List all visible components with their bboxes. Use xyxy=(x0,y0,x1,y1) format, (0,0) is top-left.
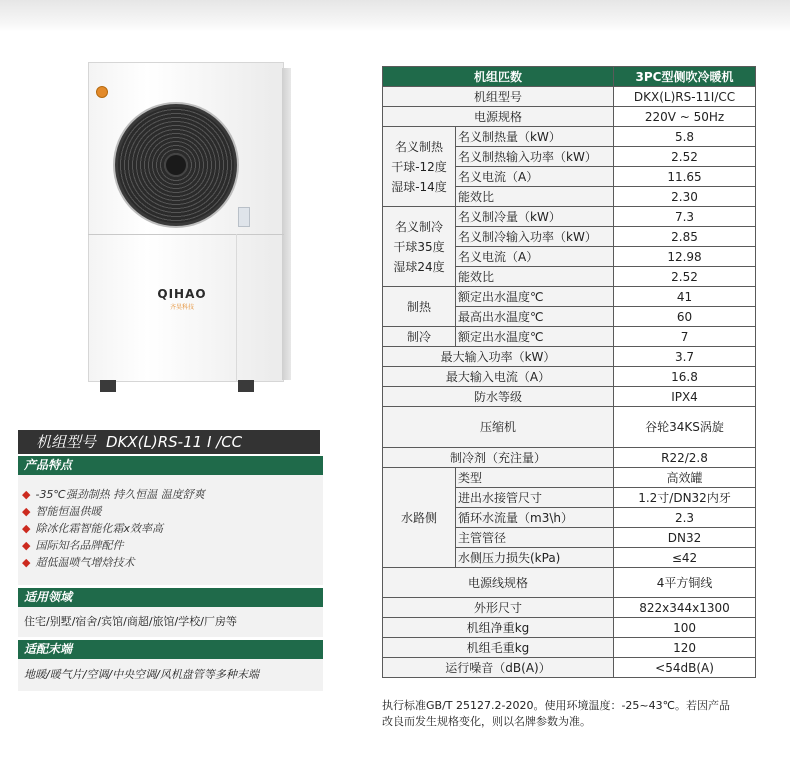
heat-water-label: 制热 xyxy=(383,287,456,327)
applications-heading: 适用领域 xyxy=(18,588,323,607)
brand-logo-cn: 齐昊科技 xyxy=(169,304,194,311)
spec-header-label: 机组匹数 xyxy=(383,67,614,87)
spec-label: 压缩机 xyxy=(383,407,614,448)
spec-label: 额定出水温度℃ xyxy=(456,327,614,347)
spec-label: 进出水接管尺寸 xyxy=(456,488,614,508)
spec-label: 外形尺寸 xyxy=(383,598,614,618)
water-side-label: 水路侧 xyxy=(383,468,456,568)
table-row xyxy=(383,568,756,598)
model-bar-label: 机组型号 xyxy=(36,433,97,451)
model-bar-model: DKX(L)RS-11 I /CC xyxy=(106,433,243,451)
spec-label: 类型 xyxy=(456,468,614,488)
feature-item xyxy=(22,537,322,554)
unit-foot-left xyxy=(100,380,116,392)
spec-header-row xyxy=(383,67,756,87)
table-row xyxy=(383,107,756,127)
terminals-heading: 适配末端 xyxy=(18,640,323,659)
spec-label: 循环水流量（m3\h） xyxy=(456,508,614,528)
spec-label: 能效比 xyxy=(456,267,614,287)
footnote xyxy=(382,698,777,730)
spec-label: 最大输入功率（kW） xyxy=(383,347,614,367)
spec-value: 41 xyxy=(614,287,756,307)
spec-label: 机组毛重kg xyxy=(383,638,614,658)
spec-value: DKX(L)RS-11I/CC xyxy=(614,87,756,107)
unit-panel-seam xyxy=(88,234,284,235)
product-image xyxy=(88,62,291,392)
unit-brand-logo xyxy=(142,287,222,311)
spec-label: 电源线规格 xyxy=(383,568,614,598)
spec-value: 4平方铜线 xyxy=(614,568,756,598)
spec-label: 机组型号 xyxy=(383,87,614,107)
feature-text: 国际知名品牌配件 xyxy=(35,539,124,552)
spec-value: DN32 xyxy=(614,528,756,548)
spec-value: 100 xyxy=(614,618,756,638)
spec-header-value: 3PC型侧吹冷暖机 xyxy=(614,67,756,87)
spec-label: 水侧压力损失(kPa) xyxy=(456,548,614,568)
features-heading: 产品特点 xyxy=(18,456,323,475)
spec-label: 最高出水温度℃ xyxy=(456,307,614,327)
spec-label: 电源规格 xyxy=(383,107,614,127)
spec-value: 谷轮34KS涡旋 xyxy=(614,407,756,448)
spec-value: 12.98 xyxy=(614,247,756,267)
table-row xyxy=(383,287,756,307)
spec-value: 11.65 xyxy=(614,167,756,187)
feature-item xyxy=(22,503,322,520)
spec-table xyxy=(382,66,756,678)
cool-water-label: 制冷 xyxy=(383,327,456,347)
spec-label: 名义电流（A） xyxy=(456,167,614,187)
group-line: 湿球-14度 xyxy=(391,179,447,194)
spec-value: <54dB(A) xyxy=(614,658,756,678)
footnote-line: 改良而发生规格变化，则以名牌参数为准。 xyxy=(382,715,591,728)
group-line: 干球-12度 xyxy=(391,159,447,174)
table-row xyxy=(383,598,756,618)
cooling-group-label xyxy=(383,207,456,287)
unit-corner-logo-icon xyxy=(96,86,108,98)
spec-value: 220V ~ 50Hz xyxy=(614,107,756,127)
spec-value: 2.3 xyxy=(614,508,756,528)
table-row xyxy=(383,448,756,468)
spec-label: 制冷剂（充注量） xyxy=(383,448,614,468)
spec-value: 2.30 xyxy=(614,187,756,207)
spec-label: 主管管径 xyxy=(456,528,614,548)
spec-value: 2.52 xyxy=(614,147,756,167)
feature-text: 智能恒温供暖 xyxy=(35,505,102,518)
spec-value: 5.8 xyxy=(614,127,756,147)
spec-label: 名义电流（A） xyxy=(456,247,614,267)
spec-label: 名义制冷输入功率（kW） xyxy=(456,227,614,247)
table-row xyxy=(383,127,756,147)
spec-value: ≤42 xyxy=(614,548,756,568)
top-gradient-band xyxy=(0,0,790,32)
spec-label: 运行噪音（dB(A)） xyxy=(383,658,614,678)
unit-side-panel xyxy=(282,68,291,380)
feature-item xyxy=(22,520,322,537)
spec-value: 16.8 xyxy=(614,367,756,387)
bullet-diamond-icon: ◆ xyxy=(22,539,31,552)
brand-logo-text: QIHAO xyxy=(157,287,207,301)
bullet-diamond-icon: ◆ xyxy=(22,556,31,569)
feature-text: -35℃强劲制热 持久恒温 温度舒爽 xyxy=(35,488,205,501)
table-row xyxy=(383,387,756,407)
table-row xyxy=(383,87,756,107)
table-row xyxy=(383,347,756,367)
bullet-diamond-icon: ◆ xyxy=(22,488,31,501)
spec-value: 120 xyxy=(614,638,756,658)
table-row xyxy=(383,207,756,227)
spec-value: 60 xyxy=(614,307,756,327)
spec-label: 额定出水温度℃ xyxy=(456,287,614,307)
spec-value: IPX4 xyxy=(614,387,756,407)
table-row xyxy=(383,638,756,658)
feature-text: 除冰化霜智能化霜x效率高 xyxy=(35,522,163,535)
features-list xyxy=(22,486,322,571)
group-line: 干球35度 xyxy=(393,239,445,254)
spec-value: 7 xyxy=(614,327,756,347)
bullet-diamond-icon: ◆ xyxy=(22,522,31,535)
table-row xyxy=(383,327,756,347)
spec-value: 2.52 xyxy=(614,267,756,287)
spec-label: 名义制热量（kW） xyxy=(456,127,614,147)
terminals-text: 地暖/暖气片/空调/中央空调/风机盘管等多种末端 xyxy=(18,659,323,691)
spec-label: 最大输入电流（A） xyxy=(383,367,614,387)
group-line: 名义制热 xyxy=(394,139,443,154)
feature-item xyxy=(22,554,322,571)
feature-text: 超低温喷气增焓技术 xyxy=(35,556,135,569)
spec-value: 1.2寸/DN32内牙 xyxy=(614,488,756,508)
table-row xyxy=(383,367,756,387)
spec-value: 高效罐 xyxy=(614,468,756,488)
spec-value: R22/2.8 xyxy=(614,448,756,468)
unit-foot-right xyxy=(238,380,254,392)
applications-text: 住宅/别墅/宿舍/宾馆/商超/旅馆/学校/厂房等 xyxy=(18,607,323,637)
table-row xyxy=(383,618,756,638)
spec-label: 名义制热输入功率（kW） xyxy=(456,147,614,167)
unit-panel-seam-vertical xyxy=(236,234,237,382)
spec-value: 2.85 xyxy=(614,227,756,247)
bullet-diamond-icon: ◆ xyxy=(22,505,31,518)
spec-value: 7.3 xyxy=(614,207,756,227)
spec-value: 3.7 xyxy=(614,347,756,367)
heating-group-label xyxy=(383,127,456,207)
spec-label: 防水等级 xyxy=(383,387,614,407)
spec-value: 822x344x1300 xyxy=(614,598,756,618)
spec-label: 名义制冷量（kW） xyxy=(456,207,614,227)
table-row xyxy=(383,407,756,448)
unit-nameplate xyxy=(238,207,250,227)
table-row xyxy=(383,468,756,488)
footnote-line: 执行标准GB/T 25127.2-2020。使用环境温度：-25~43℃。若因产品 xyxy=(382,699,730,712)
group-line: 湿球24度 xyxy=(393,259,445,274)
feature-item xyxy=(22,486,322,503)
model-bar xyxy=(18,430,320,454)
fan-hub-icon xyxy=(166,155,186,175)
spec-label: 能效比 xyxy=(456,187,614,207)
table-row xyxy=(383,658,756,678)
group-line: 名义制冷 xyxy=(394,219,443,234)
spec-label: 机组净重kg xyxy=(383,618,614,638)
